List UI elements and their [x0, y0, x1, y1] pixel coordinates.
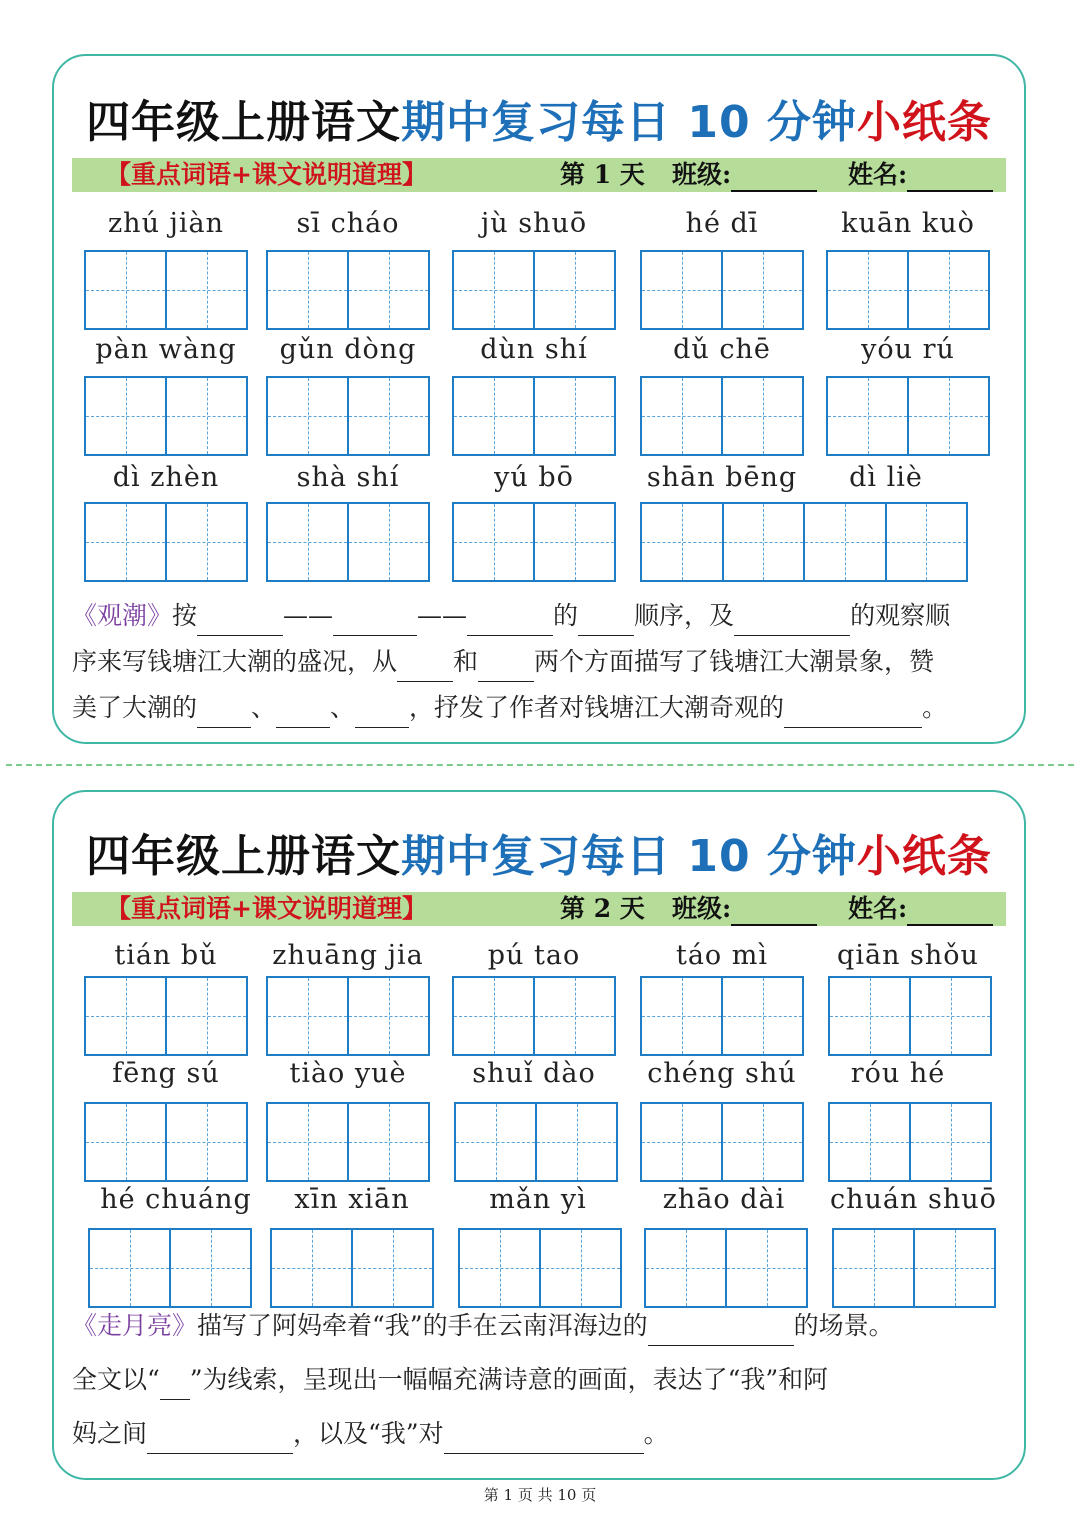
name-field: 姓名:: [848, 892, 993, 926]
pinyin-label: sī cháo: [296, 208, 400, 239]
pinyin-label: zhāo dài: [662, 1184, 786, 1215]
pinyin-label: shuǐ dào: [472, 1058, 596, 1089]
writing-grid[interactable]: [826, 376, 990, 456]
pinyin-label: pú tao: [487, 940, 581, 971]
blank[interactable]: [478, 651, 534, 682]
card-title: 四年级上册语文期中复习每日 10 分钟小纸条: [86, 97, 992, 148]
writing-grid[interactable]: [826, 250, 990, 330]
writing-grid[interactable]: [84, 376, 248, 456]
pinyin-label: hé chuáng: [100, 1184, 252, 1215]
writing-grid[interactable]: [452, 502, 616, 582]
pinyin-label: róu hé: [850, 1058, 946, 1089]
pinyin-label: dǔ chē: [673, 334, 771, 365]
pinyin-label: gǔn dòng: [279, 334, 417, 365]
pinyin-label: tiào yuè: [289, 1058, 407, 1089]
pinyin-label: táo mì: [675, 940, 769, 971]
writing-grid[interactable]: [640, 976, 804, 1056]
writing-grid[interactable]: [266, 250, 430, 330]
pinyin-label: zhuāng jia: [272, 940, 424, 971]
writing-grid[interactable]: [452, 376, 616, 456]
topic-band: [72, 892, 1006, 926]
writing-grid[interactable]: [270, 1228, 434, 1308]
blank[interactable]: [578, 605, 634, 636]
writing-grid-four[interactable]: [640, 502, 968, 582]
blank[interactable]: [197, 605, 283, 636]
worksheet-card-day2: 四年级上册语文期中复习每日 10 分钟小纸条 【重点词语+课文说明道理】 第 2 天 班级: 姓名: tián bǔ zhuāng jia pú tao táo mì qiān shǒu fēng sú tiào yuè shuǐ dào chéng shú róu hé hé chuáng xīn xiān mǎn yì zhāo dài chuán shuō 《走月亮》描写了阿妈牵着“我”的手在云南洱海边的 的场景。 全文以“ ”为线索，呈现出一幅幅充满诗意的画面，表达了“我”和阿 妈之间 ，以及“我”对 。: [52, 790, 1026, 1480]
blank[interactable]: [467, 605, 553, 636]
pinyin-label: chéng shú: [647, 1058, 797, 1089]
writing-grid[interactable]: [452, 976, 616, 1056]
blank[interactable]: [734, 605, 850, 636]
blank[interactable]: [397, 651, 453, 682]
pinyin-label: pàn wàng: [95, 334, 237, 365]
blank[interactable]: [197, 697, 251, 728]
pinyin-label: dì liè: [849, 462, 923, 493]
blank[interactable]: [147, 1423, 293, 1454]
class-field: 班级:: [672, 892, 817, 926]
blank[interactable]: [355, 697, 409, 728]
writing-grid[interactable]: [640, 376, 804, 456]
topic-band: [72, 158, 1006, 192]
pinyin-label: zhú jiàn: [107, 208, 225, 239]
pinyin-label: xīn xiān: [294, 1184, 410, 1215]
book-title: 《观潮》: [72, 601, 173, 630]
pinyin-label: chuán shuō: [830, 1184, 997, 1215]
writing-grid[interactable]: [84, 976, 248, 1056]
writing-grid[interactable]: [266, 1102, 430, 1182]
blank[interactable]: [784, 697, 922, 728]
blank[interactable]: [333, 605, 417, 636]
blank[interactable]: [444, 1423, 644, 1454]
pinyin-label: dùn shí: [480, 334, 588, 365]
book-title: 《走月亮》: [72, 1311, 198, 1340]
writing-grid[interactable]: [88, 1228, 252, 1308]
pinyin-label: yú bō: [494, 462, 574, 493]
blank[interactable]: [276, 697, 330, 728]
day-label: 第 2 天: [560, 894, 645, 923]
topic-label: 【重点词语+课文说明道理】: [106, 894, 427, 923]
writing-grid[interactable]: [266, 376, 430, 456]
pinyin-label: qiān shǒu: [837, 940, 979, 971]
writing-grid[interactable]: [828, 1102, 992, 1182]
pinyin-label: dì zhèn: [112, 462, 220, 493]
writing-grid[interactable]: [84, 1102, 248, 1182]
writing-grid[interactable]: [458, 1228, 622, 1308]
card-title: 四年级上册语文期中复习每日 10 分钟小纸条: [86, 831, 992, 882]
writing-grid[interactable]: [266, 976, 430, 1056]
writing-grid[interactable]: [454, 1102, 618, 1182]
pinyin-label: shà shí: [296, 462, 400, 493]
writing-grid[interactable]: [84, 502, 248, 582]
writing-grid[interactable]: [640, 250, 804, 330]
writing-grid[interactable]: [828, 976, 992, 1056]
pinyin-label: jù shuō: [480, 208, 588, 239]
pinyin-label: kuān kuò: [841, 208, 975, 239]
day-label: 第 1 天: [560, 160, 645, 189]
pinyin-label: shān bēng: [646, 462, 798, 493]
writing-grid[interactable]: [644, 1228, 808, 1308]
worksheet-card-day1: 四年级上册语文期中复习每日 10 分钟小纸条 【重点词语+课文说明道理】 第 1 天 班级: 姓名: zhú jiàn sī cháo jù shuō hé dī kuān kuò pàn wàng gǔn dòng dùn shí dǔ chē yóu rú dì zhèn shà shí yú bō shān bēng dì liè 《观潮》按 —— —— 的 顺序，及 的观察顺 序来写钱塘江大潮的盛况，从 和 两个方面描写了钱塘江大潮景象，赞 美了大潮的 、 、 ，抒发了作者对钱塘江大潮奇观的 。: [52, 54, 1026, 744]
topic-label: 【重点词语+课文说明道理】: [106, 160, 427, 189]
blank[interactable]: [648, 1315, 794, 1346]
cut-line: [6, 764, 1074, 766]
writing-grid[interactable]: [266, 502, 430, 582]
pinyin-label: hé dī: [685, 208, 759, 239]
pinyin-label: mǎn yì: [489, 1184, 587, 1215]
class-field: 班级:: [672, 158, 817, 192]
pinyin-label: fēng sú: [112, 1058, 220, 1089]
pinyin-label: yóu rú: [861, 334, 955, 365]
writing-grid[interactable]: [640, 1102, 804, 1182]
name-field: 姓名:: [848, 158, 993, 192]
writing-grid[interactable]: [832, 1228, 996, 1308]
page-footer: 第 1 页 共 10 页: [483, 1486, 597, 1504]
writing-grid[interactable]: [84, 250, 248, 330]
blank[interactable]: [160, 1369, 190, 1400]
pinyin-label: tián bǔ: [114, 940, 218, 971]
writing-grid[interactable]: [452, 250, 616, 330]
